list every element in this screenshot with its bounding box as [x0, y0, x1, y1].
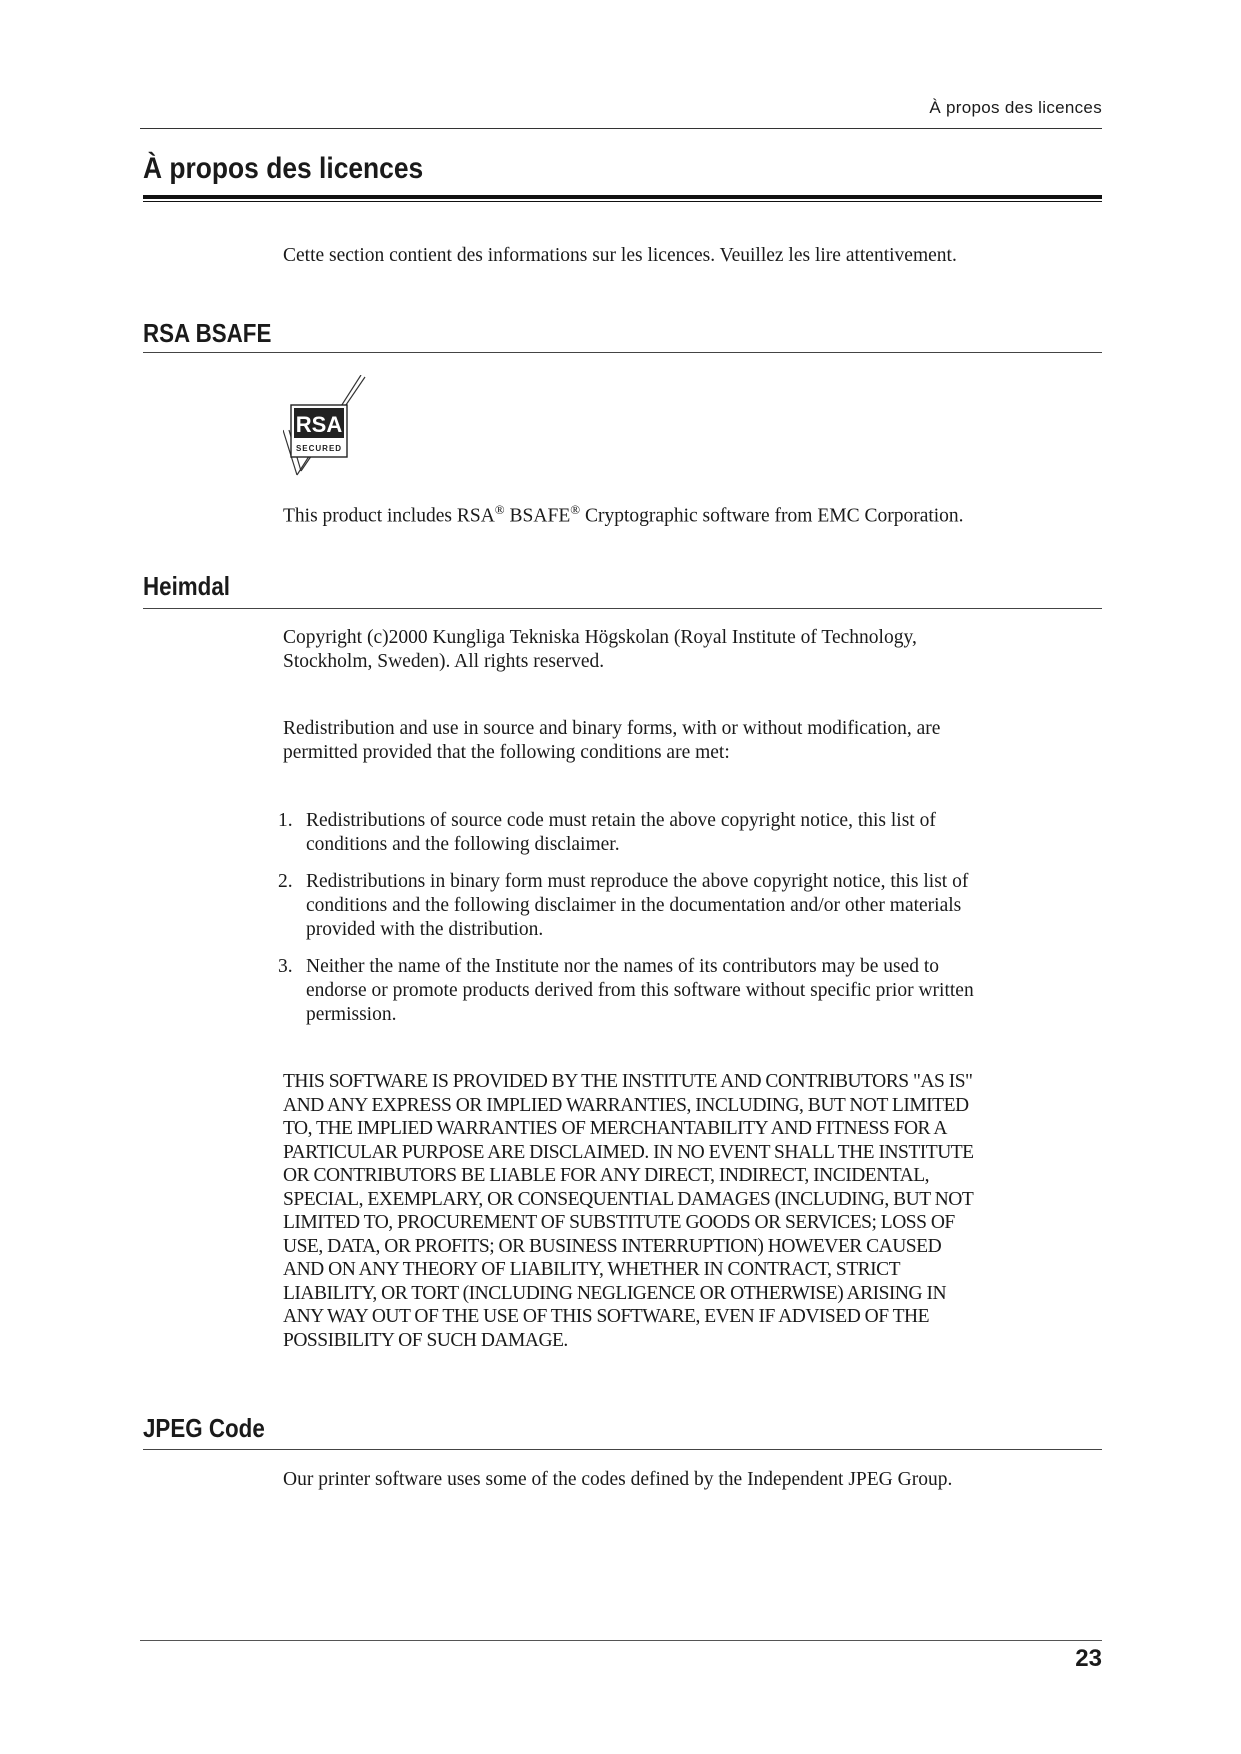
title-rule-thick: [143, 195, 1102, 199]
list-line: conditions and the following disclaimer in the documentation and/or other materials: [306, 895, 962, 916]
list-number: 3.: [278, 956, 293, 977]
copyright-line: Copyright (c)2000 Kungliga Tekniska Högskolan (Royal Institute of Technology,: [283, 627, 917, 648]
section-heading-heimdal: Heimdal: [143, 571, 230, 601]
disclaimer-line: USE, DATA, OR PROFITS; OR BUSINESS INTERRUPTION) HOWEVER CAUSED: [283, 1235, 942, 1257]
disclaimer-line: ANY WAY OUT OF THE USE OF THIS SOFTWARE, EVEN IF ADVISED OF THE: [283, 1306, 930, 1327]
footer-rule: [140, 1640, 1102, 1641]
disclaimer-block: [283, 1070, 1103, 1352]
list-line: Redistributions of source code must retain the above copyright notice, this list of: [306, 810, 936, 831]
rsa-text-after: Cryptographic software from EMC Corporation.: [580, 505, 964, 527]
heimdal-copyright: [283, 626, 1103, 674]
disclaimer-line: AND ON ANY THEORY OF LIABILITY, WHETHER IN CONTRACT, STRICT: [283, 1259, 901, 1280]
section-rule-heimdal: [143, 608, 1102, 609]
disclaimer-line: THIS SOFTWARE IS PROVIDED BY THE INSTITUTE AND CONTRIBUTORS "AS IS": [283, 1071, 973, 1092]
rsa-logo-graphic: [283, 375, 373, 477]
disclaimer-line: LIMITED TO, PROCUREMENT OF SUBSTITUTE GOODS OR SERVICES; LOSS OF: [283, 1212, 955, 1233]
disclaimer-line: LIABILITY, OR TORT (INCLUDING NEGLIGENCE OR OTHERWISE) ARISING IN: [283, 1282, 947, 1304]
disclaimer-line: OR CONTRIBUTORS BE LIABLE FOR ANY DIRECT, INDIRECT, INCIDENTAL,: [283, 1165, 929, 1186]
disclaimer-line: POSSIBILITY OF SUCH DAMAGE.: [283, 1329, 568, 1351]
list-line: conditions and the following disclaimer.: [306, 834, 620, 855]
rsa-text-before: This product includes RSA: [283, 505, 495, 527]
intro-paragraph: Cette section contient des informations sur les licences. Veuillez les lire attentivement.: [283, 245, 957, 266]
page-title: À propos des licences: [143, 152, 424, 185]
disclaimer-line: PARTICULAR PURPOSE ARE DISCLAIMED. IN NO EVENT SHALL THE INSTITUTE: [283, 1141, 974, 1163]
disclaimer-line: SPECIAL, EXEMPLARY, OR CONSEQUENTIAL DAMAGES (INCLUDING, BUT NOT: [283, 1188, 974, 1210]
rsa-text-middle: BSAFE: [504, 505, 571, 527]
section-rule-rsa: [143, 352, 1102, 353]
title-rule-thin: [143, 201, 1102, 202]
page-number: 23: [1075, 1645, 1102, 1672]
jpeg-paragraph: Our printer software uses some of the codes defined by the Independent JPEG Group.: [283, 1469, 953, 1490]
rsa-secured-logo: [283, 375, 373, 477]
list-line: permission.: [306, 1004, 397, 1025]
list-line: provided with the distribution.: [306, 919, 544, 940]
copyright-line: Stockholm, Sweden). All rights reserved.: [283, 651, 605, 672]
list-number: 1.: [278, 810, 293, 831]
list-line: Neither the name of the Institute nor the names of its contributors may be used to: [306, 956, 940, 977]
disclaimer-line: TO, THE IMPLIED WARRANTIES OF MERCHANTABILITY AND FITNESS FOR A: [283, 1118, 947, 1139]
redistribution-line: Redistribution and use in source and binary forms, with or without modification, are: [283, 718, 941, 739]
list-line: Redistributions in binary form must reproduce the above copyright notice, this list of: [306, 871, 969, 892]
heimdal-redistribution: [283, 717, 1103, 765]
list-number: 2.: [278, 871, 293, 892]
rsa-paragraph: [283, 498, 964, 529]
reg-mark-2: ®: [570, 502, 581, 517]
list-line: endorse or promote products derived from this software without specific prior written: [306, 980, 974, 1001]
rsa-logo-main-text: RSA: [295, 412, 343, 437]
section-rule-jpeg: [143, 1449, 1102, 1450]
redistribution-line: permitted provided that the following conditions are met:: [283, 742, 730, 763]
disclaimer-line: AND ANY EXPRESS OR IMPLIED WARRANTIES, INCLUDING, BUT NOT LIMITED: [283, 1094, 969, 1116]
rsa-logo-sub-text: SECURED: [295, 444, 343, 453]
section-heading-jpeg: JPEG Code: [143, 1413, 265, 1443]
reg-mark-1: ®: [494, 502, 505, 517]
section-heading-rsa: RSA BSAFE: [143, 318, 272, 348]
header-rule: [140, 128, 1102, 129]
running-header: À propos des licences: [929, 98, 1102, 117]
